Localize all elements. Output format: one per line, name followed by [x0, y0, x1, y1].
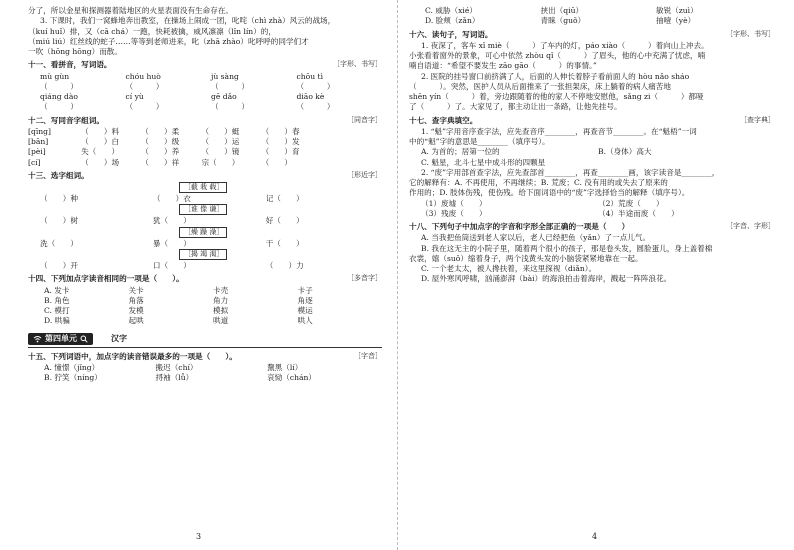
char-choice-blank[interactable]: 暴（ ）: [152, 238, 191, 248]
question-15-title: 十五、下列词语中，加点字的读音错误最多的一项是（ ）。: [28, 351, 237, 361]
homophone-row: [28, 158, 382, 167]
dictionary-choice[interactable]: （4）半途而废（ ）: [598, 208, 679, 218]
intro-line: 分了，所以金星和探测器着陆地区的火星表面没有生命存在。: [28, 6, 234, 15]
char-choice-box-row: [28, 249, 382, 260]
homophone-pinyin: [bān]: [28, 137, 49, 146]
char-choice-box: ［揭 竭 渴］: [179, 249, 228, 260]
option-word: D. 哄骗: [44, 316, 70, 326]
option-row-d[interactable]: [409, 16, 775, 25]
answer-blank[interactable]: （ ）: [125, 102, 164, 112]
option-word: 角力: [213, 295, 229, 305]
char-choice-blank[interactable]: （ ）树: [40, 216, 78, 226]
homophone-row: [28, 147, 382, 156]
pinyin-item: jù sàng: [211, 71, 239, 81]
option-word: C. 模打: [44, 306, 70, 316]
option-word: B. 角色: [44, 295, 70, 305]
question-12-heading: [28, 116, 382, 125]
homophone-blank[interactable]: （ ）料: [81, 126, 120, 136]
option-word: 卡壳: [213, 285, 229, 295]
option-c-sentence[interactable]: C. 一个老太太，被人搀扶着，来这里探视（diǎn）。: [421, 264, 597, 273]
question-11-tag: ［字形、书写］: [333, 60, 382, 69]
option-row-a[interactable]: [28, 286, 382, 295]
homophone-blank[interactable]: （ ）运: [201, 137, 240, 146]
passage-line: 了（ ）了。大家见了，都主动让出一条路，让他先挂号。: [409, 102, 622, 112]
option-word: 挟出（qiū）: [540, 6, 584, 15]
option-word: 卡子: [297, 285, 313, 295]
question-17-heading: [409, 116, 775, 125]
homophone-blank[interactable]: （ ）育: [261, 147, 300, 157]
option-word: A. 憧憬（jǐng）: [44, 362, 100, 372]
answer-blank[interactable]: （ ）: [125, 81, 164, 91]
option-row-c[interactable]: [409, 6, 775, 15]
dictionary-choice-row: [409, 199, 775, 208]
char-choice-words: [28, 239, 382, 248]
q3-line-4: 一吹（hōng hōng）而散。: [28, 47, 122, 56]
option-a-sentence[interactable]: A. 当我把鱼筒送到老人家以后，老人已经把鱼（yǎn）了一点儿气。: [421, 233, 651, 243]
pinyin-item: chōu tì: [296, 71, 324, 81]
pinyin-item: diāo kè: [296, 92, 325, 101]
char-choice-box: ［燥 躁 澡］: [179, 227, 228, 238]
option-word: 哀恸（chán）: [267, 373, 316, 383]
question-13-tag: ［形近字］: [347, 170, 382, 179]
passage-line: 2. 医院的挂号窗口前挤满了人，后面的人伸长着脖子看前面人的 hòu nǎo sháo: [421, 71, 690, 81]
char-choice-box-row: [28, 227, 382, 238]
unit-header: [28, 332, 382, 348]
homophone-blank[interactable]: （ ）发: [261, 137, 300, 146]
option-word: 哄道: [213, 316, 229, 326]
char-choice-box: ［谁 像 谦］: [179, 204, 228, 215]
unit-title: 汉字: [111, 333, 127, 344]
answer-blank[interactable]: （ ）: [40, 102, 78, 112]
char-choice-blank[interactable]: 好（ ）: [265, 216, 304, 226]
option-row-c[interactable]: [28, 306, 382, 315]
option-row-b[interactable]: [28, 296, 382, 305]
dictionary-options: [409, 147, 775, 156]
option-word: 起哄: [128, 316, 144, 326]
unit-label: 第四单元: [45, 333, 77, 344]
pinyin-item: qiáng dào: [40, 92, 78, 101]
question-11-heading: [28, 60, 382, 69]
question-16-title: 十六、读句子，写词语。: [409, 29, 493, 39]
option-word: 黧黑（lí）: [267, 362, 303, 372]
passage-line: shēn yín（ ）着，旁边跟随着的他的家人不停地安慰他，sǎng zi（ ）都哑: [409, 92, 704, 101]
dictionary-option-c[interactable]: C. 魁星，北斗七星中成斗形的四颗星: [421, 157, 546, 167]
homophone-blank[interactable]: （ ）祥: [141, 157, 180, 167]
answer-blank-row-2: [28, 102, 382, 111]
pinyin-row-1: [28, 72, 382, 81]
char-choice-blank[interactable]: （ ）种: [40, 194, 78, 204]
char-choice-blank[interactable]: （ ）力: [265, 261, 304, 271]
option-word: 敏锐（zuì）: [656, 6, 698, 15]
pinyin-item: cí yù: [125, 92, 144, 101]
pinyin-item: gē dǎo: [211, 92, 237, 101]
question-14-tag: ［多音字］: [347, 274, 382, 283]
char-choice-blank[interactable]: （ ）衣: [152, 194, 191, 204]
answer-blank[interactable]: （ ）: [296, 81, 335, 91]
question-15-heading: [28, 352, 382, 361]
question-17-title: 十七、查字典填空。: [409, 115, 478, 125]
homophone-blank[interactable]: （ ）镜: [201, 147, 240, 157]
question-11-title: 十一、看拼音，写词语。: [28, 60, 112, 70]
homophone-pinyin: [pèi]: [28, 147, 46, 157]
dictionary-choice[interactable]: （2）荒废（ ）: [598, 198, 664, 208]
page-number: 4: [592, 532, 598, 542]
q3-line-1: 3. 下课时，我们一窝蜂地奔出教室，在操场上闹成一团，叱咤（chì zhà）风云的战场，: [40, 16, 336, 26]
homophone-pinyin: [qīng]: [28, 126, 51, 136]
homophone-row: [28, 137, 382, 146]
homophone-blank[interactable]: （ ）级: [141, 137, 180, 146]
homophone-blank[interactable]: （ ）蜓: [201, 126, 240, 136]
question-18-tag: ［字音、字形］: [726, 222, 775, 230]
wifi-icon: [33, 335, 42, 343]
passage-line: 小张看着窗外的景象，可心中依然 zhòu qǐ（ ）了眉头，他的心中充满了忧虑，喃: [409, 51, 706, 60]
option-row-b[interactable]: [28, 373, 382, 382]
homophone-blank[interactable]: （ ）养: [141, 147, 180, 157]
option-word: 抽噎（yè）: [656, 16, 696, 26]
dictionary-choice[interactable]: （1）废墟（ ）: [421, 198, 487, 208]
question-18-heading: [409, 222, 775, 231]
char-choice-blank[interactable]: 洗（ ）: [40, 238, 78, 248]
passage-line: 喃自语道：“希望不要发生 zāo gāo（ ）的事情。”: [409, 61, 597, 71]
homophone-blank[interactable]: （ ）春: [261, 126, 300, 136]
answer-blank[interactable]: （ ）: [296, 102, 335, 112]
pinyin-item: mù gùn: [40, 71, 70, 81]
page-number: 3: [196, 532, 202, 542]
option-word: 搬迟（chí）: [155, 362, 198, 372]
question-16-tag: ［字形、书写］: [726, 29, 775, 38]
option-word: C. 威胁（xié）: [425, 6, 477, 15]
dictionary-choice-row: [409, 209, 775, 218]
pinyin-row-2: [28, 92, 382, 101]
right-page: [397, 0, 794, 550]
homophone-blank[interactable]: （ ）柔: [141, 126, 180, 136]
char-choice-box: ［截 栽 载］: [179, 182, 228, 193]
char-choice-blank[interactable]: 犹（ ）: [152, 216, 191, 226]
q3-line-3: （miú liú）红丝线的蛇子……等等到老师进来，叱（zhā zhào）叱呼呼的同学们才: [28, 36, 309, 46]
homophone-blank[interactable]: （ ）白: [81, 137, 120, 146]
dictionary-option-b[interactable]: B.（身体）高大: [598, 147, 652, 157]
dictionary-line: 中的“魁”字的意思是________（填序号）。: [409, 137, 550, 146]
dictionary-line: 它的解释有：A. 不再使用，不再继续；B. 荒废；C. 没有用的或失去了原来的: [409, 178, 668, 187]
char-choice-words: [28, 216, 382, 225]
char-choice-blank[interactable]: 干（ ）: [265, 238, 304, 248]
question-13-title: 十三、选字组词。: [28, 170, 89, 180]
dictionary-line: 2. “废”字用部首查字法，应先查部首________，再查________画，该字读音是________，: [421, 167, 720, 177]
char-choice-blank[interactable]: 口（ ）: [152, 261, 191, 271]
option-word: 角落: [128, 295, 144, 305]
question-14-title: 十四、下列加点字读音相同的一项是（ ）。: [28, 274, 184, 284]
question-15-tag: ［字音］: [354, 351, 382, 360]
option-word: 捋袖（lǚ）: [155, 373, 194, 383]
right-column: [409, 6, 775, 285]
dictionary-line: 1. “魁”字用音序查字法，应先查音序________，再查音节________。在“魁梧”一词: [421, 126, 697, 136]
option-word: B. 狞笑（níng）: [44, 373, 102, 383]
question-17-tag: ［查字典］: [740, 115, 775, 124]
option-row-d[interactable]: [28, 316, 382, 325]
homophone-blank[interactable]: （ ）场: [81, 157, 120, 167]
passage-line: （ ）。突然，医护人员从后面推来了一张担架床，床上躺着的病人痛苦地: [409, 81, 671, 91]
question-12-tag: ［同音字］: [347, 115, 382, 124]
unit-badge: [28, 333, 93, 345]
option-word: 青睐（guǒ）: [540, 16, 586, 26]
option-b-sentence[interactable]: B. 我在这无主的小院子里，随着两个很小的孩子，那是卷头发，圆脸蛋儿，身上盖着棉: [421, 243, 713, 253]
option-word: D. 脸颊（zǎn）: [425, 16, 480, 26]
option-row-a[interactable]: [28, 363, 382, 372]
question-18-title: 十八、下列句子中加点字的字音和字形全部正确的一项是（ ）: [409, 222, 630, 231]
option-b-sentence-cont: 衣裳，嬉（suǒ）缩着身子，两个浅黄头发的小脑袋紧紧地靠在一起。: [409, 253, 643, 263]
option-d-sentence[interactable]: D. 屋外寒风呼啸，汹涌澎湃（bài）的海浪拍击着海岸，溅起一阵阵浪花。: [421, 274, 672, 284]
char-choice-words: [28, 194, 382, 203]
char-choice-box-row: [28, 204, 382, 215]
answer-blank[interactable]: （ ）: [40, 81, 78, 91]
option-word: 关卡: [128, 285, 144, 295]
answer-blank-row-1: [28, 82, 382, 91]
homophone-row: [28, 127, 382, 136]
homophone-pinyin: [cí]: [28, 157, 41, 167]
pinyin-item: chóu huò: [125, 71, 161, 81]
homophone-blank[interactable]: （ ）: [261, 157, 292, 167]
homophone-blank[interactable]: 失（ ）: [81, 147, 120, 157]
option-word: 发模: [128, 306, 144, 316]
option-word: 角逐: [297, 295, 313, 305]
question-13-heading: [28, 171, 382, 180]
search-icon: [80, 335, 88, 343]
option-word: 模运: [297, 306, 313, 316]
q3-line-2: （kuí huǐ）排，又（cā chá）一跑，快耗被擒，威风凛凛（lǐn lín）的，: [28, 26, 276, 36]
passage-line: 1. 夜深了，客车 xǐ miè（ ）了车内的灯，páo xiào（ ）着向山上冲去。: [421, 40, 709, 50]
question-16-heading: [409, 30, 775, 39]
option-word: 模拟: [213, 306, 229, 316]
question-14-heading: [28, 274, 382, 283]
dictionary-choice[interactable]: （3）残废（ ）: [421, 208, 487, 218]
option-word: A. 发卡: [44, 285, 70, 295]
dictionary-line: 作用的；D. 肢体伤残，使伤残。给下面词语中的“废”字选择恰当的解释（填序号）。: [409, 188, 690, 198]
answer-blank[interactable]: （ ）: [211, 102, 249, 112]
char-choice-box-row: [28, 182, 382, 193]
char-choice-blank[interactable]: 记（ ）: [265, 194, 304, 204]
dictionary-option-a[interactable]: A. 为首的；居第一位的: [421, 147, 500, 157]
question-12-title: 十二、写同音字组词。: [28, 115, 104, 125]
left-column: [28, 6, 382, 383]
char-choice-words: [28, 261, 382, 270]
char-choice-blank[interactable]: （ ）开: [40, 261, 78, 271]
option-word: 哄人: [297, 316, 313, 326]
homophone-blank[interactable]: 宗（ ）: [201, 157, 240, 167]
answer-blank[interactable]: （ ）: [211, 81, 249, 91]
